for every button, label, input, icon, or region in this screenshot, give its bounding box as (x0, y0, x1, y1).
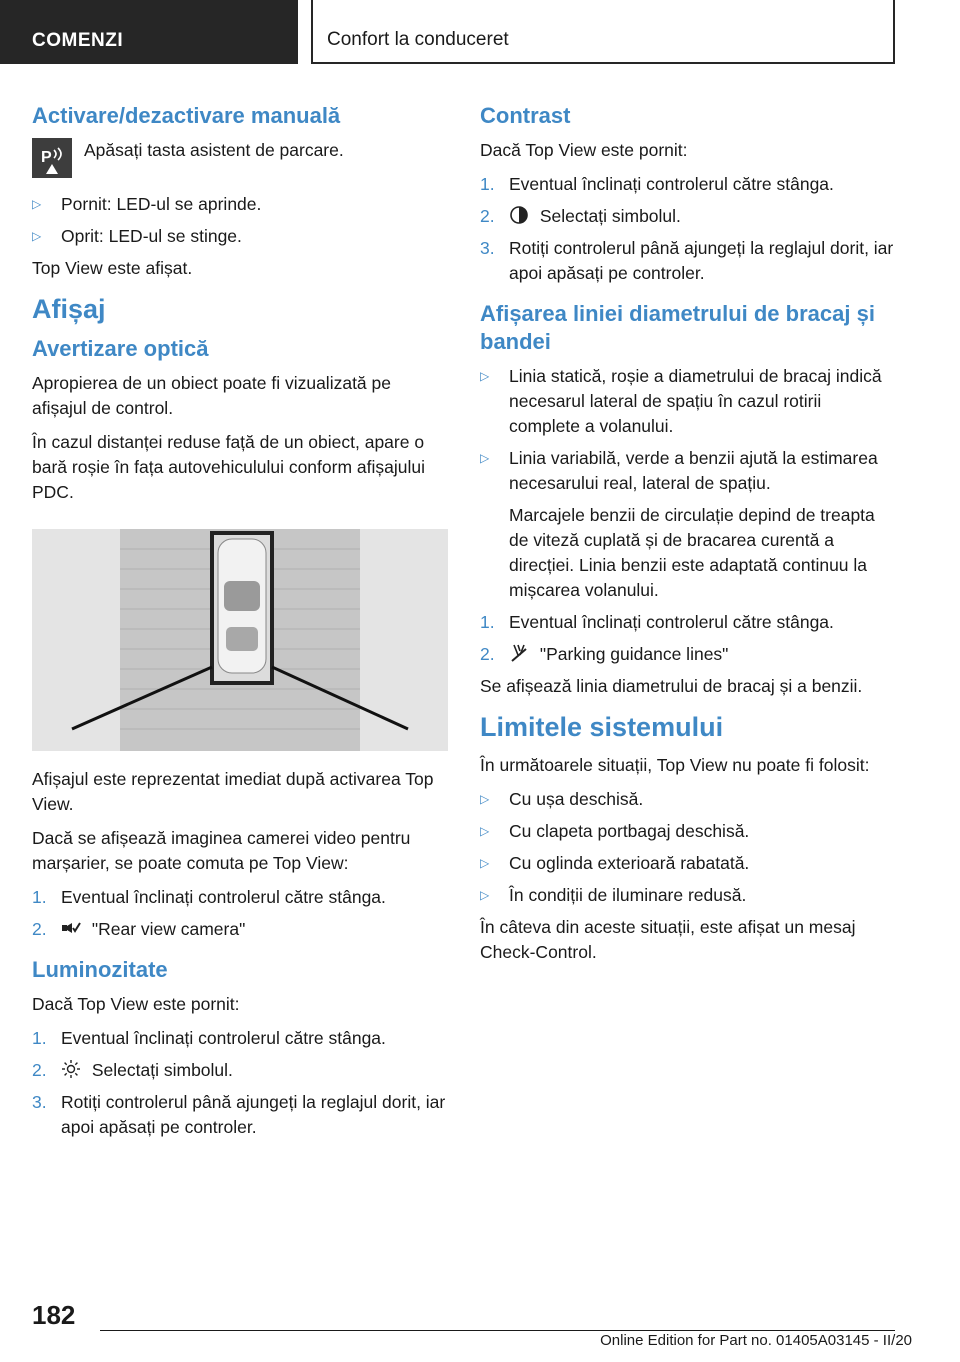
step-number: 2. (32, 1060, 47, 1080)
list-item (480, 204, 896, 229)
paragraph: În cazul distanței reduse față de un obiect, apare o bară roșie în fața autovehiculului conform afișajului PDC. (32, 432, 425, 502)
brightness-icon (61, 1059, 81, 1079)
top-view-image (32, 529, 448, 751)
edition-text: Online Edition for Part no. 01405A03145 - II/20 (600, 1332, 912, 1349)
lane-note: Marcajele benzii de circulație depind de treapta de viteză cuplată și de bracarea curentă a direcției. Linia benzii este adaptată continuu la mișcarea volanului. (509, 505, 875, 600)
limits-intro: În următoarele situații, Top View nu poate fi folosit: (480, 755, 870, 775)
step-text: "Parking guidance lines" (539, 644, 729, 664)
heading-brightness: Luminozitate (32, 957, 168, 982)
list-item: ▷ Pornit: LED-ul se aprinde. (32, 192, 448, 217)
step-text: Rotiți controlerul până ajungeți la reglajul dorit, iar apoi apăsați pe controler. (61, 1092, 446, 1137)
step-text: Rotiți controlerul până ajungeți la reglajul dorit, iar apoi apăsați pe controler. (509, 238, 894, 283)
step-number: 1. (480, 612, 495, 632)
rear-camera-icon (61, 918, 81, 938)
list-item: ▷ În condiții de iluminare redusă. (480, 883, 896, 908)
heading-manual: Activare/dezactivare manuală (32, 103, 341, 128)
page-number: 182 (32, 1300, 76, 1330)
step-text: "Rear view camera" (91, 919, 246, 939)
top-view-shown: Top View este afișat. (32, 258, 193, 278)
step-number: 3. (480, 238, 495, 258)
step-text: Selectați simbolul. (539, 206, 681, 226)
step-text: Eventual înclinați controlerul către stânga. (61, 887, 386, 907)
section-tab: COMENZI (0, 0, 298, 64)
svg-text:P: P (41, 149, 52, 166)
list-item: ▷ Cu oglinda exterioară rabatată. (480, 851, 896, 876)
check-control-message: În câteva din aceste situații, este afișat un mesaj Check-Control. (480, 917, 856, 962)
heading-limits: Limitele sistemului (480, 712, 724, 742)
paragraph: Afișajul este reprezentat imediat după activarea Top View. (32, 769, 434, 814)
list-item (480, 172, 896, 197)
list-item (32, 1090, 448, 1140)
list-item: ▷ Cu ușa deschisă. (480, 787, 896, 812)
step-number: 2. (480, 206, 495, 226)
list-item (32, 1026, 448, 1051)
step-number: 2. (32, 919, 47, 939)
list-item (32, 885, 448, 910)
heading-contrast: Contrast (480, 103, 571, 128)
step-text: Eventual înclinați controlerul către stânga. (509, 612, 834, 632)
paragraph: Dacă se afișează imaginea camerei video pentru marșarier, se poate comuta pe Top View: (32, 828, 411, 873)
right-column (480, 100, 896, 974)
chapter-title: Confort la conduceret (311, 0, 895, 64)
brightness-intro: Dacă Top View este pornit: (32, 994, 240, 1014)
list-item: ▷ Oprit: LED-ul se stinge. (32, 224, 448, 249)
heading-lines: Afișarea liniei diametrului de bracaj și bandei (480, 301, 875, 354)
list-item: ▷ Linia statică, roșie a diametrului de bracaj indică necesarul lateral de spațiu în cazul rotirii complete a volanului. (480, 364, 896, 439)
list-item (32, 1058, 448, 1083)
contrast-intro: Dacă Top View este pornit: (480, 140, 688, 160)
paragraph: Apropierea de un obiect poate fi vizualizată pe afișajul de control. (32, 373, 391, 418)
step-number: 2. (480, 644, 495, 664)
step-number: 3. (32, 1092, 47, 1112)
left-column (32, 100, 448, 1147)
step-number: 1. (32, 887, 47, 907)
heading-display: Afișaj (32, 294, 106, 324)
list-item (480, 610, 896, 635)
lines-shown: Se afișează linia diametrului de bracaj și a benzii. (480, 676, 863, 696)
list-item: ▷ Cu clapeta portbagaj deschisă. (480, 819, 896, 844)
press-button-text: Apăsați tasta asistent de parcare. (84, 140, 344, 160)
step-number: 1. (480, 174, 495, 194)
list-item (32, 917, 448, 942)
heading-optical: Avertizare optică (32, 336, 209, 361)
list-item: ▷ Linia variabilă, verde a benzii ajută la estimarea necesarului real, lateral de spațiu. (480, 446, 896, 496)
step-text: Selectați simbolul. (91, 1060, 233, 1080)
step-number: 1. (32, 1028, 47, 1048)
footer-divider (100, 1330, 895, 1331)
parking-lines-icon (509, 643, 529, 663)
step-text: Eventual înclinați controlerul către stânga. (509, 174, 834, 194)
list-item (480, 236, 896, 286)
contrast-icon (509, 205, 529, 225)
page-header (0, 0, 960, 66)
list-item (480, 642, 896, 667)
press-button-row (32, 138, 448, 178)
step-text: Eventual înclinați controlerul către stânga. (61, 1028, 386, 1048)
parking-assist-button-icon (32, 138, 72, 178)
